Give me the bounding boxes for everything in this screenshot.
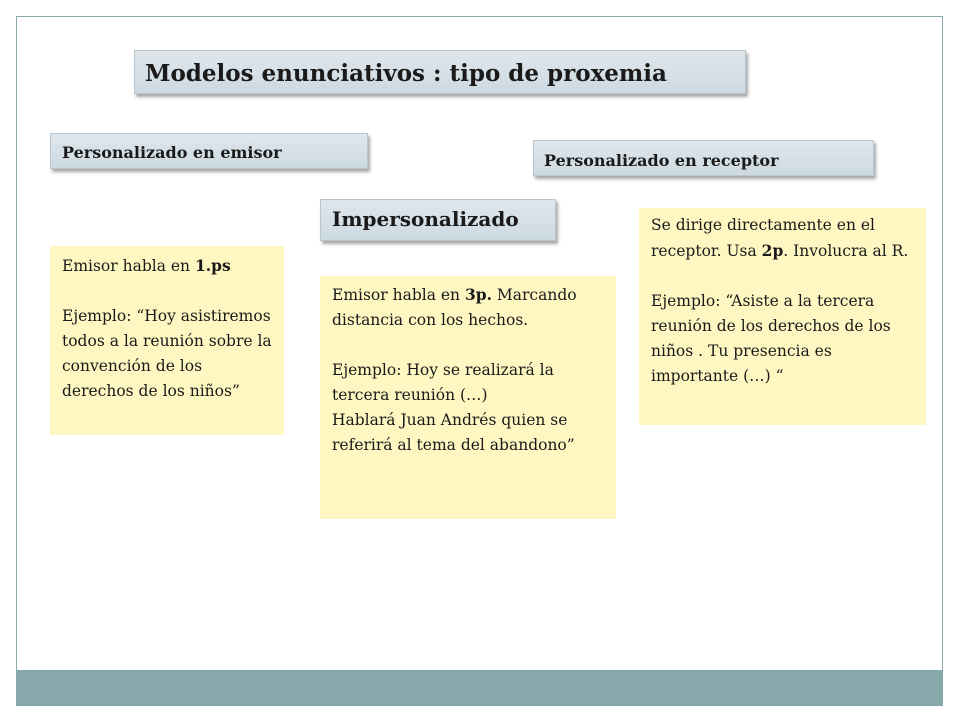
label-personalizado-emisor: Personalizado en emisor bbox=[50, 133, 368, 169]
note-impersonal bbox=[320, 276, 616, 519]
note-impersonal-example2: Hablará Juan Andrés quien se referirá al tema del abandono” bbox=[332, 411, 575, 454]
label-impersonalizado: Impersonalizado bbox=[320, 199, 556, 241]
note-receptor-example: Ejemplo: “Asiste a la tercera reunión de los derechos de los niños . Tu presencia es importante (…) “ bbox=[651, 292, 891, 385]
note-emisor-line1: Emisor habla en 1.ps bbox=[62, 256, 231, 275]
footer-band bbox=[16, 670, 943, 706]
note-impersonal-line1: Emisor habla en 3p. Marcando distancia con los hechos. bbox=[332, 285, 577, 329]
note-receptor-line1: Se dirige directamente en el receptor. Usa 2p. Involucra al R. bbox=[651, 216, 909, 260]
slide-title: Modelos enunciativos : tipo de proxemia bbox=[134, 50, 746, 94]
label-personalizado-receptor: Personalizado en receptor bbox=[533, 140, 874, 176]
note-emisor-example: Ejemplo: “Hoy asistiremos todos a la reunión sobre la convención de los derechos de los niños” bbox=[62, 307, 272, 400]
note-emisor bbox=[50, 246, 284, 435]
note-receptor bbox=[639, 208, 926, 425]
note-impersonal-example1: Ejemplo: Hoy se realizará la tercera reunión (…) bbox=[332, 361, 554, 404]
